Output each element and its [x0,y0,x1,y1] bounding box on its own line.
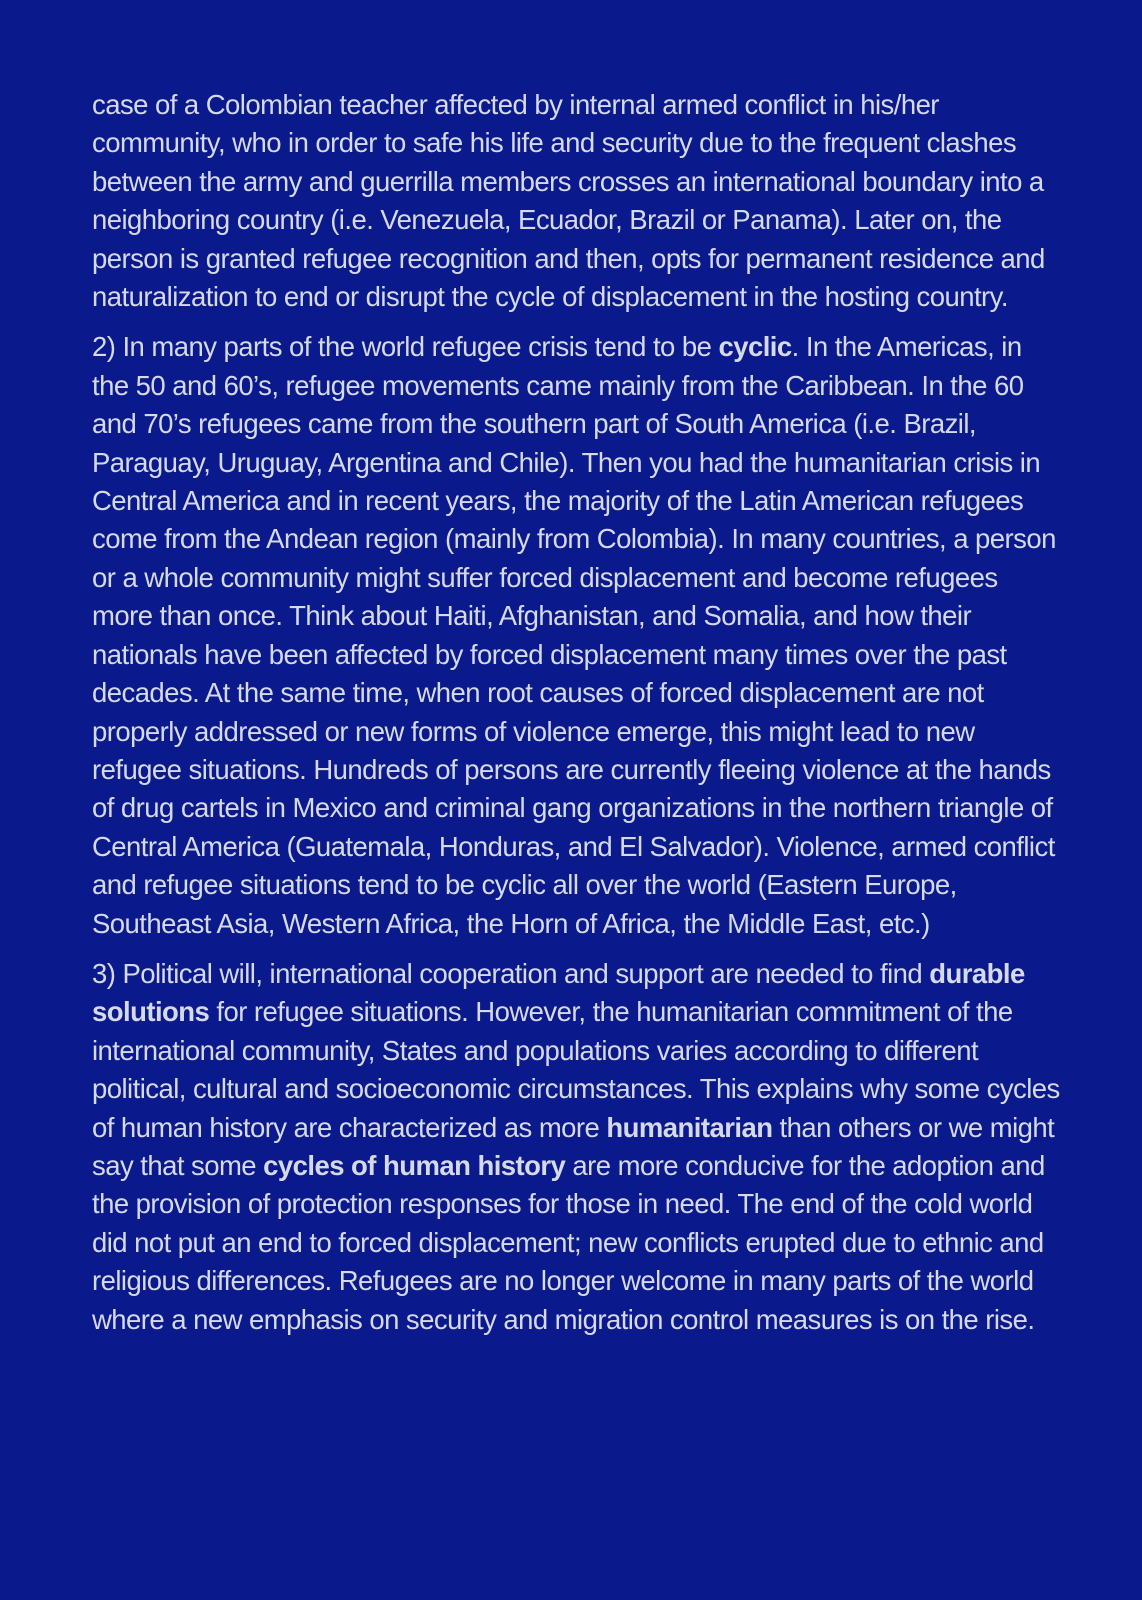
emphasis-durable-solutions: durable solutions [92,957,1025,1028]
paragraph-point-2 [92,328,1062,943]
text-segment: 3) Political will, international cooperation and support are needed to find [92,957,930,989]
emphasis-cyclic: cyclic [718,331,792,363]
text-segment: . In the Americas, in the 50 and 60’s, refugee movements came mainly from the Caribbean. In the 60 and 70’s refugees came from the southern part of South America (i.e. Brazil, Paraguay, Uruguay, Argentina and Chile). Then you had the humanitarian crisis in Central America and in recent years, the majority of the Latin American refugees come from the Andean region (mainly from Colombia). In many countries, a person or a whole community might suffer forced displacement and become refugees more than once. Think about Haiti, Afghanistan, and Somalia, and how their nationals have been affected by forced displacement many times over the past decades. At the same time, when root causes of forced displacement are not properly addressed or new forms of violence emerge, this might lead to new refugee situations. Hundreds of persons are currently fleeing violence at the hands of drug cartels in Mexico and criminal gang organizations in the northern triangle of Central America (Guatemala, Honduras, and El Salvador). Violence, armed conflict and refugee situations tend to be cyclic all over the world (Eastern Europe, Southeast Asia, Western Africa, the Horn of Africa, the Middle East, etc.) [92,331,1056,939]
paragraph-point-3 [92,955,1062,1339]
emphasis-humanitarian: humanitarian [606,1111,773,1143]
text-segment: than others or we might say that some [92,1111,1055,1181]
text-segment: case of a Colombian teacher affected by internal armed conflict in his/her community, who in order to safe his life and security due to the frequent clashes between the army and guerrilla members crosses an international boundary into a neighboring country (i.e. Venezuela, Ecuador, Brazil or Panama). Later on, the person is granted refugee recognition and then, opts for permanent residence and naturalization to end or disrupt the cycle of displacement in the hosting country. [92,89,1045,313]
text-segment: for refugee situations. However, the humanitarian commitment of the international community, States and populations varies according to different political, cultural and socioeconomic circumstances. This explains why some cycles of human history are characterized as more [92,996,1060,1143]
text-segment: 2) In many parts of the world refugee crisis tend to be [92,331,719,363]
paragraph-continuation [92,86,1062,316]
document-page [92,86,1062,1351]
emphasis-cycles-of-human-history: cycles of human history [263,1149,566,1181]
text-segment: are more conducive for the adoption and the provision of protection responses for those in need. The end of the cold world did not put an end to forced displacement; new conflicts erupted due to ethnic and religious differences. Refugees are no longer welcome in many parts of the world where a new emphasis on security and migration control measures is on the rise. [92,1149,1045,1335]
